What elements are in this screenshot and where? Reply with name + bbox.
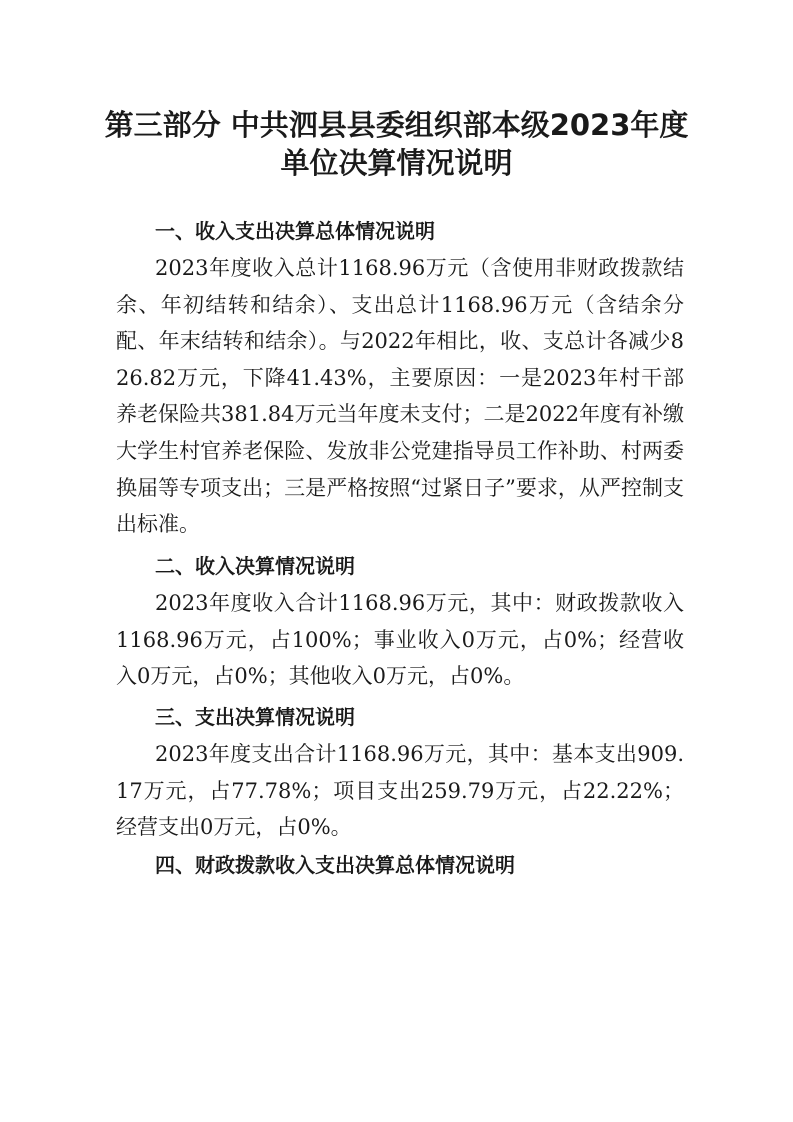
section-1-body: 2023年度收入总计1168.96万元（含使用非财政拨款结余、年初结转和结余）、支出总计1168.96万元（含结余分配、年末结转和结余）。与2022年相比，收、支总计各减少826.82万元，下降41.43%，主要原因：一是2023年村干部养老保险共381.84万元当年度未支付；二是2022年度有补缴大学生村官养老保险、发放非公党建指导员工作补助、村两委换届等专项支出；三是严格按照“过紧日子”要求，从严控制支出标准。: [116, 256, 684, 537]
section-4-heading: 四、财政拨款收入支出决算总体情况说明: [155, 853, 515, 877]
section-2-heading: 二、收入决算情况说明: [155, 554, 355, 578]
section-3-body: 2023年度支出合计1168.96万元，其中：基本支出909.17万元，占77.78%；项目支出259.79万元，占22.22%；经营支出0万元，占0%。: [116, 742, 684, 840]
page-title-line-1: 第三部分 中共泗县县委组织部本级2023年度: [104, 108, 689, 142]
section-1-heading: 一、收入支出决算总体情况说明: [155, 219, 435, 243]
section-2-body: 2023年度收入合计1168.96万元，其中：财政拨款收入1168.96万元，占100%；事业收入0万元，占0%；经营收入0万元，占0%；其他收入0万元，占0%。: [116, 591, 684, 689]
section-3-heading: 三、支出决算情况说明: [155, 705, 355, 729]
page-title-line-2: 单位决算情况说明: [280, 146, 513, 180]
